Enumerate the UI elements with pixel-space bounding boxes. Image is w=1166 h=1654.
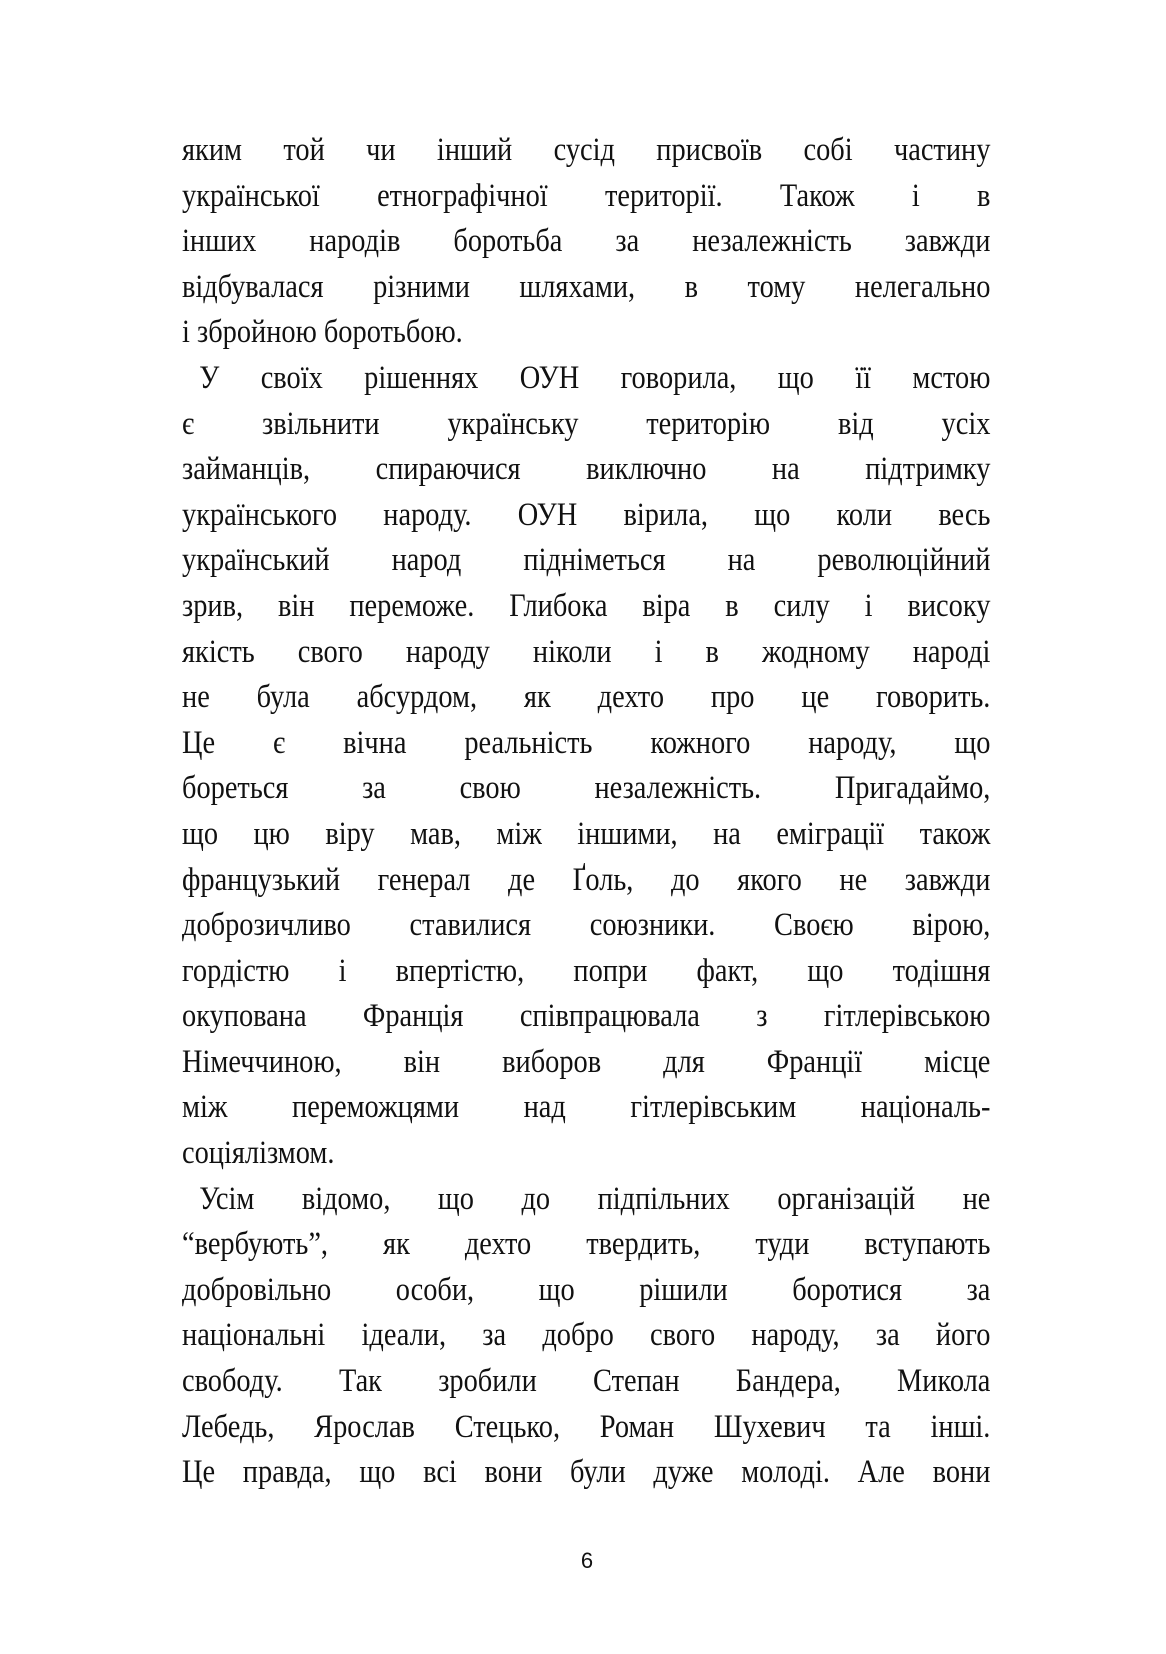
text-line: український народ підніметься на революційний [182,542,991,579]
text-line: займанців, спираючися виключно на підтримку [182,451,991,488]
text-line: яким той чи інший сусід присвоїв собі частину [182,132,991,168]
text-line: національні ідеали, за добро свого народу, за його [182,1317,991,1354]
body-text [182,128,990,1496]
text-line: не була абсурдом, як дехто про це говорить. [182,679,991,716]
text-line: відбувалася різними шляхами, в тому нелегально [182,268,991,305]
text-line: є звільнити українську територію від усіх [182,405,991,442]
text-line: “вербують”, як дехто твердить, туди вступають [182,1226,991,1263]
text-line: українського народу. ОУН вірила, що коли весь [182,496,991,533]
text-line: що цю віру мав, між іншими, на еміграції також [182,815,991,852]
text-line: добровільно особи, що рішили боротися за [182,1271,991,1308]
text-line: Німеччиною, він виборов для Франції місце [182,1043,991,1080]
text-line: української етнографічної території. Також і в [182,177,991,214]
text-line: соціялізмом. [182,1135,335,1172]
text-line: бореться за свою незалежність. Пригадаймо, [182,770,991,807]
text-line: зрив, він переможе. Глибока віра в силу і високу [182,587,991,624]
text-line: гордістю і впертістю, попри факт, що тодішня [182,952,991,989]
text-line: доброзичливо ставилися союзники. Своєю вірою, [182,907,991,944]
text-line-paragraph-start: Усім відомо, що до підпільних організацій не [199,1180,991,1217]
text-line: Це правда, що всі вони були дуже молоді. Але вони [182,1454,991,1491]
text-line: між переможцями над гітлерівським національ- [182,1089,991,1126]
text-line: інших народів боротьба за незалежність завжди [182,223,991,260]
text-line-paragraph-start: У своїх рішеннях ОУН говорила, що її мстою [199,359,991,396]
text-line: Це є вічна реальність кожного народу, що [182,724,991,761]
text-line: якість свого народу ніколи і в жодному народі [182,633,991,670]
text-line: і збройною боротьбою. [182,314,463,351]
text-line: Лебедь, Ярослав Стецько, Роман Шухевич та інші. [182,1408,991,1445]
text-line: окупована Франція співпрацювала з гітлерівською [182,998,991,1035]
page-number: 6 [580,1548,594,1573]
text-line: свободу. Так зробили Степан Бандера, Микола [182,1363,991,1400]
text-line: французький генерал де Ґоль, до якого не завжди [182,861,991,898]
